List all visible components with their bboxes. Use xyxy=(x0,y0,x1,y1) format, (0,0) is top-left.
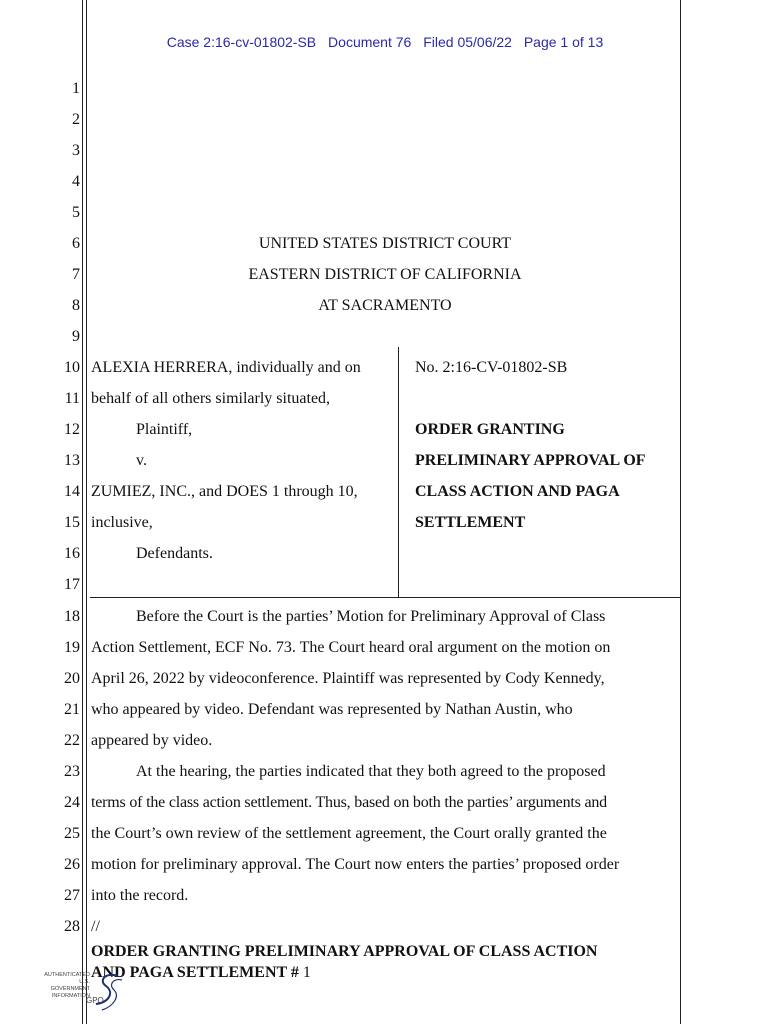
line-number: 11 xyxy=(64,390,80,407)
body-line: appeared by video. xyxy=(91,732,213,749)
line-number: 14 xyxy=(64,483,80,500)
line-number: 23 xyxy=(64,763,80,780)
caption-title: ORDER GRANTING xyxy=(415,421,565,438)
footer-page-number: 1 xyxy=(302,964,311,981)
body-line: motion for preliminary approval. The Court now enters the parties’ proposed order xyxy=(91,856,620,873)
line-number: 28 xyxy=(64,918,80,935)
line-number: 5 xyxy=(72,204,80,221)
line-number: 4 xyxy=(72,173,80,190)
left-margin-rule-inner xyxy=(86,0,87,1024)
gpo-seal-text: AUTHENTICATED U.S. GOVERNMENT INFORMATION xyxy=(44,972,90,999)
line-number: 27 xyxy=(64,887,80,904)
line-number: 1 xyxy=(72,80,80,97)
line-number: 2 xyxy=(72,111,80,128)
ecf-header xyxy=(0,34,770,50)
line-number: 26 xyxy=(64,856,80,873)
body-line: Before the Court is the parties’ Motion for Preliminary Approval of Class xyxy=(136,608,606,625)
caption-defendant-cont: inclusive, xyxy=(91,514,153,531)
right-margin-rule xyxy=(680,0,681,1024)
line-number: 24 xyxy=(64,794,80,811)
caption-divider-vertical xyxy=(398,347,399,597)
line-number: 18 xyxy=(64,608,80,625)
footer-title: ORDER GRANTING PRELIMINARY APPROVAL OF CLASS ACTION xyxy=(91,943,598,960)
body-line: April 26, 2022 by videoconference. Plaintiff was represented by Cody Kennedy, xyxy=(91,670,605,687)
caption-plaintiff-role: Plaintiff, xyxy=(136,421,193,438)
page-indicator: Page 1 of 13 xyxy=(523,34,604,50)
caption-defendant-role: Defendants. xyxy=(136,545,213,562)
body-line: who appeared by video. Defendant was represented by Nathan Austin, who xyxy=(91,701,573,718)
body-line: into the record. xyxy=(91,887,189,904)
line-number: 6 xyxy=(72,235,80,252)
gpo-mark: GPO xyxy=(86,996,104,1005)
body-line: the Court’s own review of the settlement agreement, the Court orally granted the xyxy=(91,825,607,842)
line-number: 13 xyxy=(64,452,80,469)
left-margin-rule-outer xyxy=(82,0,83,1024)
footer-title-cont: AND PAGA SETTLEMENT # xyxy=(91,964,303,981)
line-number: 25 xyxy=(64,825,80,842)
caption-divider-horizontal xyxy=(90,597,680,598)
line-number: 15 xyxy=(64,514,80,531)
caption-title: SETTLEMENT xyxy=(415,514,526,531)
caption-plaintiff: ALEXIA HERRERA, individually and on xyxy=(91,359,361,376)
body-line: // xyxy=(91,918,100,935)
caption-title: PRELIMINARY APPROVAL OF xyxy=(415,452,646,469)
line-number: 10 xyxy=(64,359,80,376)
body-line: At the hearing, the parties indicated that they both agreed to the proposed xyxy=(136,763,606,780)
line-number: 19 xyxy=(64,639,80,656)
line-number: 21 xyxy=(64,701,80,718)
gpo-seal-icon xyxy=(40,966,130,1016)
caption-case-number: No. 2:16-CV-01802-SB xyxy=(415,359,568,376)
line-number: 3 xyxy=(72,142,80,159)
line-number: 20 xyxy=(64,670,80,687)
filed-date: Filed 05/06/22 xyxy=(423,34,512,50)
court-district: EASTERN DISTRICT OF CALIFORNIA xyxy=(248,266,522,283)
court-name: UNITED STATES DISTRICT COURT xyxy=(258,235,512,252)
caption-versus: v. xyxy=(136,452,147,469)
line-number: 7 xyxy=(72,266,80,283)
line-number: 9 xyxy=(72,328,80,345)
line-number: 17 xyxy=(64,576,80,593)
line-number: 12 xyxy=(64,421,80,438)
line-number: 22 xyxy=(64,732,80,749)
court-location: AT SACRAMENTO xyxy=(318,297,452,314)
line-number: 8 xyxy=(72,297,80,314)
caption-title: CLASS ACTION AND PAGA xyxy=(415,483,620,500)
caption-plaintiff-cont: behalf of all others similarly situated, xyxy=(91,390,331,407)
body-line: terms of the class action settlement. Thus, based on both the parties’ arguments and xyxy=(91,794,607,811)
body-line: Action Settlement, ECF No. 73. The Court heard oral argument on the motion on xyxy=(91,639,611,656)
document-number: Document 76 xyxy=(328,34,412,50)
line-number: 16 xyxy=(64,545,80,562)
case-number: Case 2:16-cv-01802-SB xyxy=(166,34,317,50)
caption-defendant: ZUMIEZ, INC., and DOES 1 through 10, xyxy=(91,483,358,500)
